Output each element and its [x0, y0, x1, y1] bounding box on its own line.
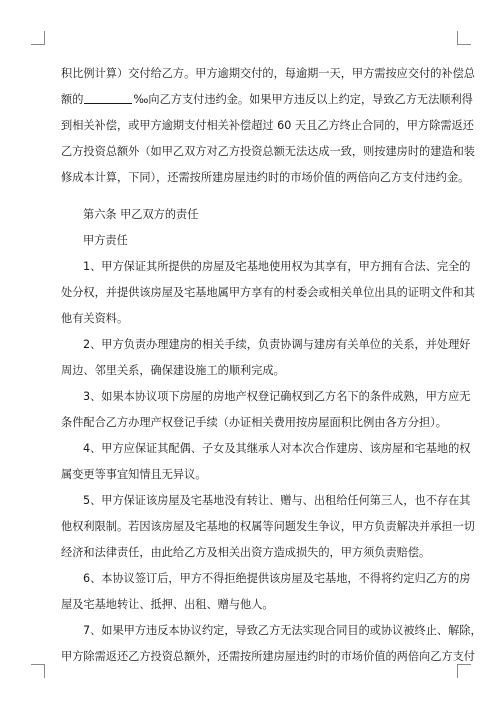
text-line: 2、甲方负责办理建房的相关手续，负责协调与建房有关单位的关系，并处理好	[83, 338, 471, 351]
text-fragment: ‰向乙方支付违约金。如果甲方违反以上约定，导致乙方无法顺利得	[133, 93, 473, 106]
fill-in-blank	[84, 91, 132, 104]
text-line: 6、本协议签订后，甲方不得拒绝提供该房屋及宅基地，不得将约定归乙方的房	[83, 572, 471, 585]
text-line	[61, 90, 473, 116]
text-line: 屋及宅基地转让、抵押、出租、赠与他人。	[61, 598, 274, 611]
text-line: 乙方投资总额外（如甲乙双方对乙方投资总额无法达成一致，则按建房时的建造和装	[61, 145, 475, 158]
crop-mark-top-right	[457, 31, 471, 45]
text-line: 积比例计算）交付给乙方。甲方逾期交付的，每逾期一天，甲方需按应交付的补偿总	[61, 67, 475, 80]
subsection-heading: 甲方责任	[83, 234, 128, 247]
text-line: 1、甲方保证其所提供的房屋及宅基地使用权为其享有，甲方拥有合法、完全的	[83, 260, 471, 273]
text-line: 7、如果甲方违反本协议约定，导致乙方无法实现合同目的或协议被终止、解除，	[83, 624, 482, 637]
text-line: 经济和法律责任，由此给乙方及相关出资方造成损失的，甲方须负责赔偿。	[61, 546, 431, 559]
text-line: 3、如果本协议项下房屋的房地产权登记确权到乙方名下的条件成熟，甲方应无	[83, 390, 471, 403]
text-line: 4、甲方应保证其配偶、子女及其继承人对本次合作建房、该房屋和宅基地的权	[83, 442, 471, 455]
text-line: 甲方除需返还乙方投资总额外，还需按所建房屋违约时的市场价值的两倍向乙方支付	[61, 650, 475, 663]
crop-mark-bottom-left	[31, 664, 45, 678]
crop-mark-top-left	[31, 31, 45, 45]
text-line: 到相关补偿，或甲方逾期支付相关补偿超过 60 天且乙方终止合同的，甲方除需返还	[61, 119, 474, 132]
text-line: 修成本计算，下同），还需按所建房屋违约时的市场价值的两倍向乙方支付违约金。	[61, 171, 470, 184]
text-line: 5、甲方保证该房屋及宅基地没有转让、赠与、出租给任何第三人，也不存在其	[83, 494, 471, 507]
text-line: 周边、邻里关系，确保建设施工的顺利完成。	[61, 364, 285, 377]
text-line: 他有关资料。	[61, 312, 129, 325]
text-line: 处分权，并提供该房屋及宅基地属甲方享有的村委会或相关单位出具的证明文件和其	[61, 286, 475, 299]
text-line: 他权利限制。若因该房屋及宅基地的权属等问题发生争议，甲方负责解决并承担一切	[61, 520, 475, 533]
text-fragment: 额的	[61, 93, 84, 106]
text-line: 属变更等事宜知情且无异议。	[61, 468, 207, 481]
document-body	[61, 64, 482, 673]
section-heading: 第六条 甲乙双方的责任	[83, 208, 199, 221]
crop-mark-bottom-right	[457, 664, 471, 678]
text-line: 条件配合乙方办理产权登记手续（办证相关费用按房屋面积比例由各方分担）。	[61, 416, 447, 429]
